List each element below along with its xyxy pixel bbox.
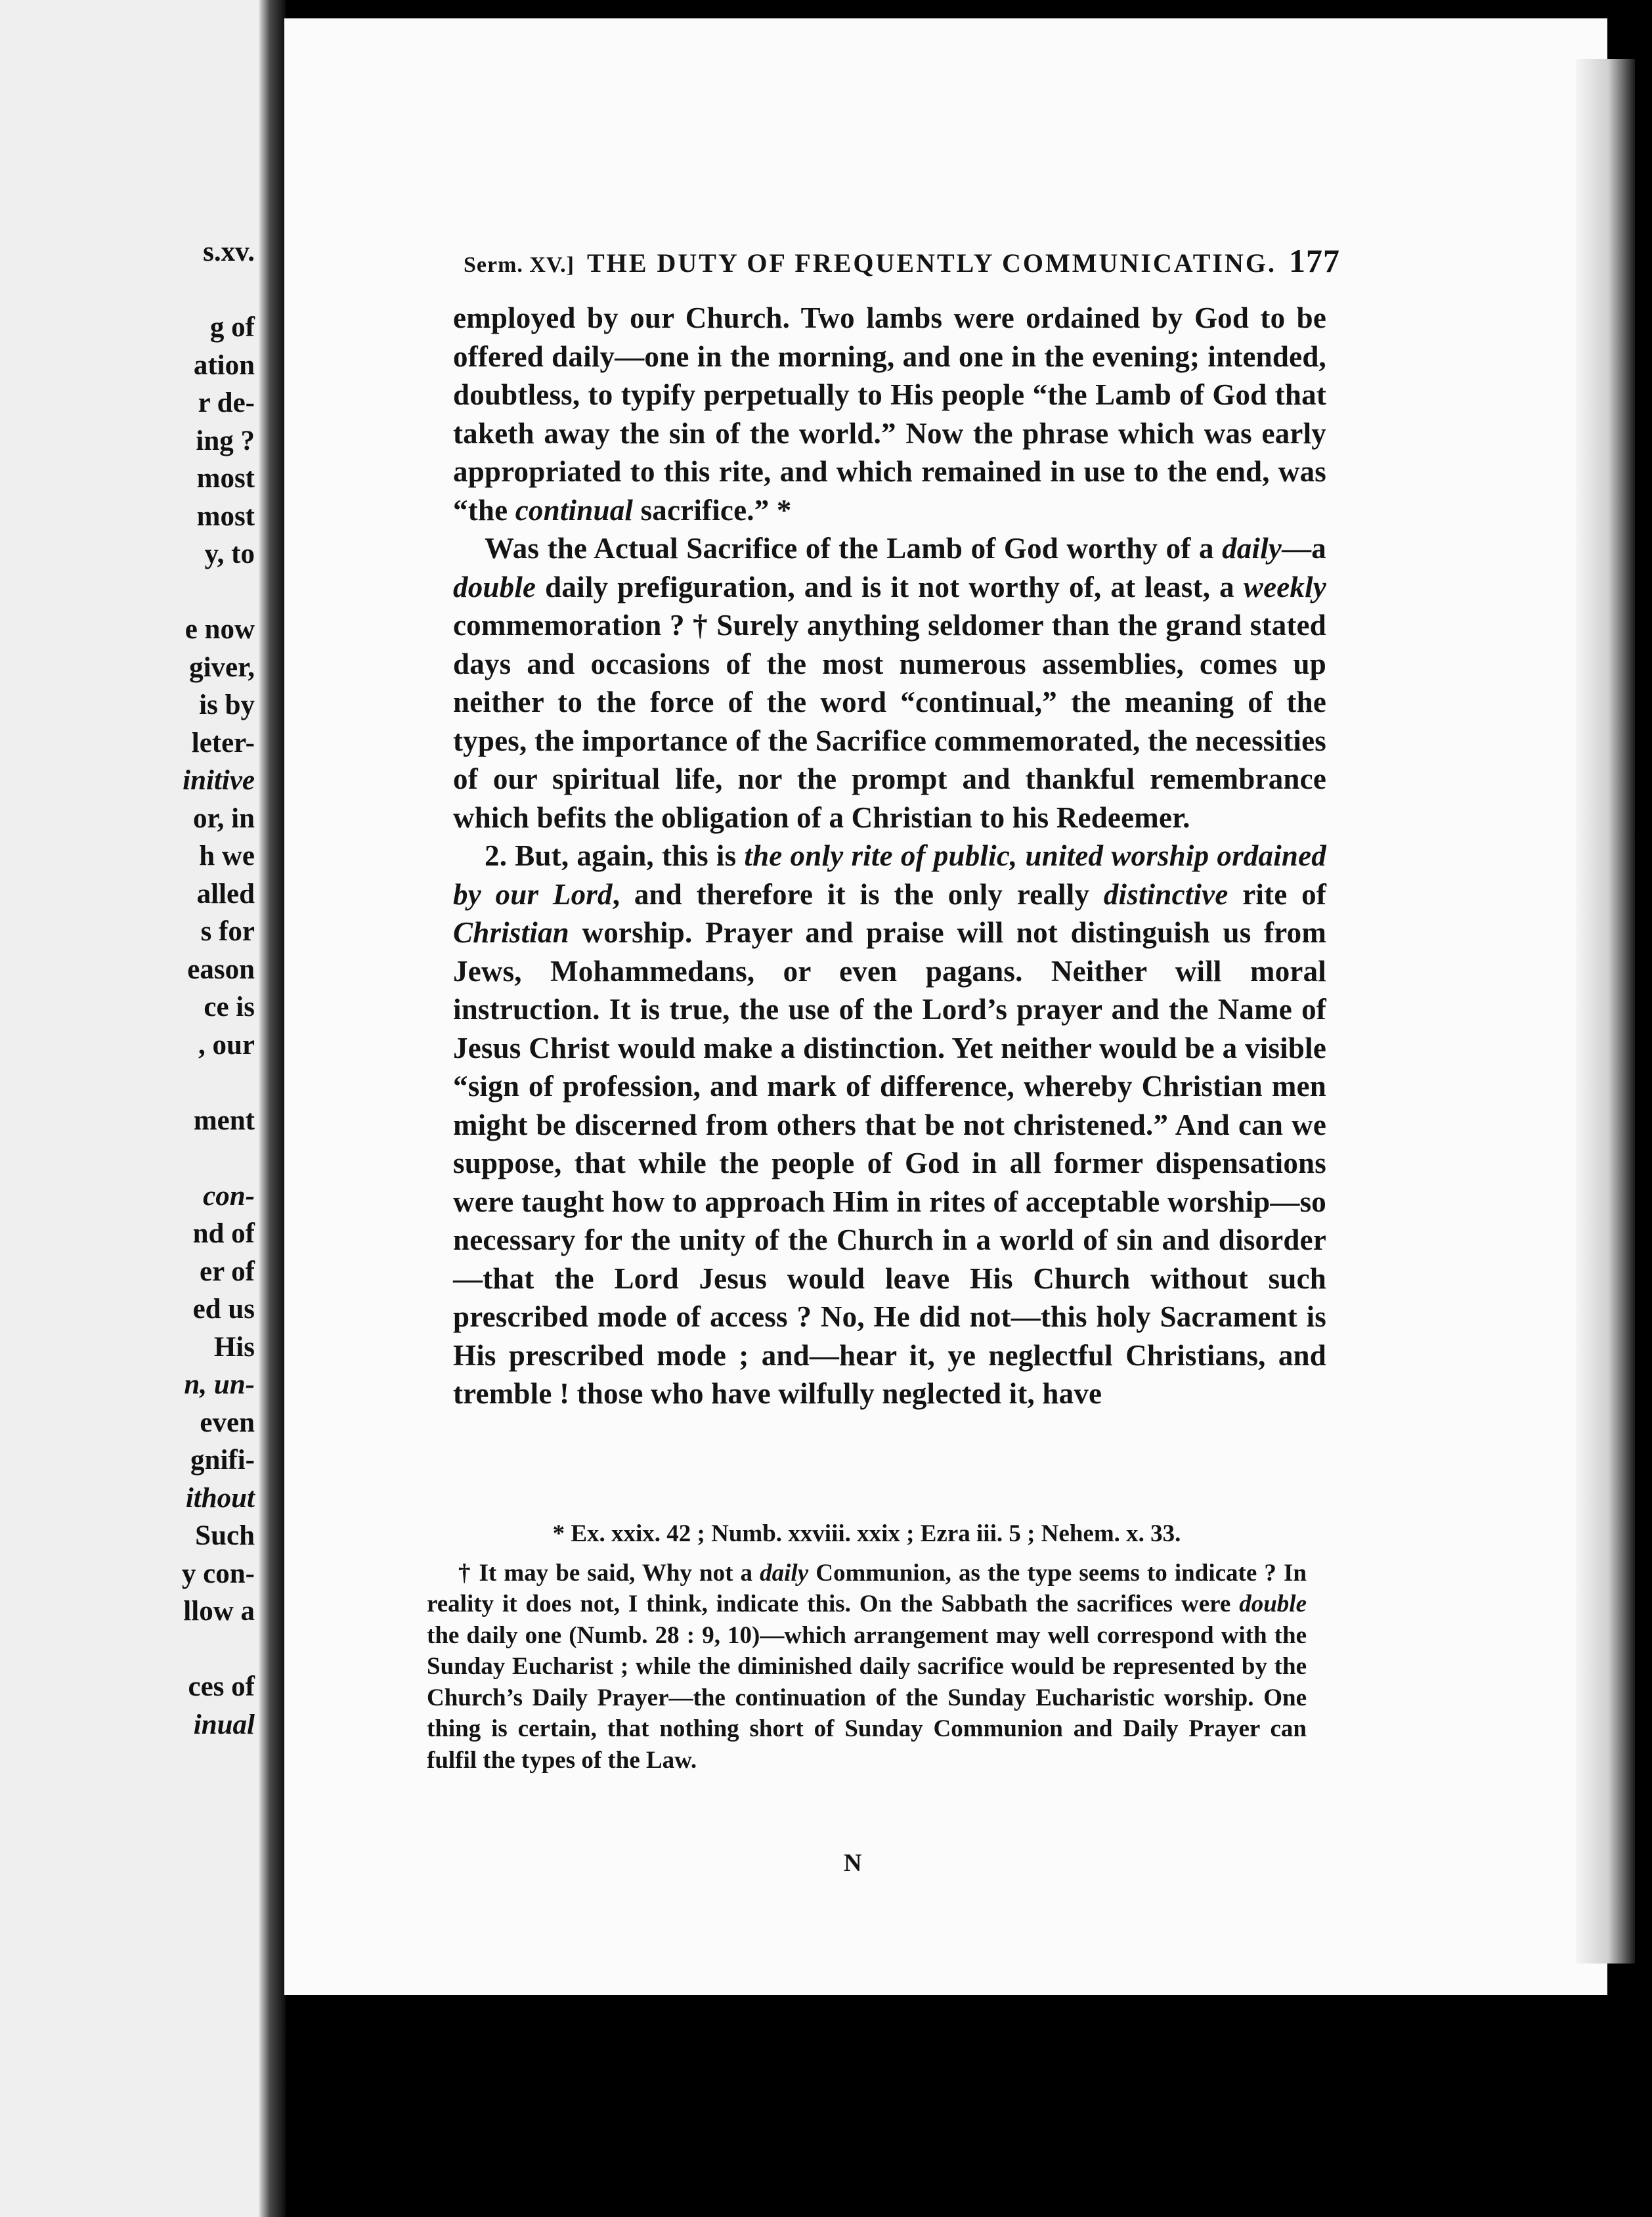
previous-page-line: alled [196, 878, 255, 910]
body-text [453, 299, 1326, 1413]
book-gutter [259, 0, 286, 2217]
previous-page-line: is by [199, 690, 255, 720]
previous-page-line: n, un- [184, 1369, 255, 1400]
running-title: THE DUTY OF FREQUENTLY COMMUNICATING. [587, 248, 1276, 278]
italic-run: daily [760, 1559, 809, 1587]
text-run: employed by our Church. Two lambs were ordained by God to be offered daily—one in the morning, and one in the evening; intended, doubtless, to typify perpetually to His people “the Lamb of God that taketh away the sin of the world.” Now the phrase which was early appropriated to this rite, and which remained in use to the end, was “the [453, 301, 1326, 527]
previous-page-line: s for [200, 916, 255, 947]
previous-page-line [182, 1631, 255, 1669]
text-run: 2. But, again, this is [485, 839, 745, 872]
paragraph-3 [453, 837, 1326, 1413]
previous-page-line: e now [185, 614, 255, 645]
previous-page-line: gnifi- [190, 1445, 255, 1476]
text-run: worship. Prayer and praise will not distinguish us from Jews, Mohammedans, or even pagans. Neither will moral instruction. It is true, the use of the Lord’s prayer and the Name of Jesus Christ would make a distinction. Yet neither would be a visible “sign of profession, and mark of difference, whereby Christian men might be discerned from others that be not christened.” And can we suppose, that while the people of God in all former dispensations were taught how to approach Him in rites of acceptable worship—so necessary for the unity of the Church in a world of sin and disorder—that the Lord Jesus would leave His Church without such prescribed mode of access ? No, He did not—this holy Sacrament is His prescribed mode ; and—hear it, ye neglectful Christians, and tremble ! those who have wilfully neglected it, have [453, 916, 1326, 1410]
previous-page-line: er of [200, 1256, 255, 1287]
italic-run: weekly [1243, 570, 1326, 604]
previous-page-line: ces of [188, 1671, 255, 1702]
text-run: daily prefiguration, and is it not worthy of, at least, a [536, 570, 1244, 604]
paragraph-2 [453, 529, 1326, 837]
text-run: Was the Actual Sacrifice of the Lamb of God worthy of a [485, 532, 1223, 565]
previous-page [0, 0, 263, 2217]
previous-page-line: con- [203, 1180, 255, 1212]
previous-page-line [182, 1064, 255, 1102]
italic-run: double [453, 570, 536, 604]
previous-page-line [182, 271, 255, 309]
previous-page-line: r de- [198, 387, 255, 418]
previous-page-line [182, 1139, 255, 1177]
previous-page-line: y, to [204, 538, 255, 569]
previous-page-line: ing ? [196, 425, 255, 456]
previous-page-line: or, in [193, 802, 255, 834]
previous-page-line: eason [187, 954, 255, 985]
previous-page-line: nd of [192, 1218, 255, 1249]
previous-page-line: leter- [191, 727, 255, 758]
previous-page-line: initive [183, 765, 255, 796]
text-run: —a [1282, 532, 1326, 565]
text-run: the daily one (Numb. 28 : 9, 10)—which arrangement may well correspond with the Sunday Eucharist ; while the diminished daily sacrifice would be represented by the Church’s Daily Prayer—the continuation of the Sunday Eucharistic worship. One thing is certain, that nothing short of Sunday Communion and Daily Prayer can fulfil the types of the Law. [427, 1621, 1307, 1774]
previous-page-line: inual [193, 1709, 255, 1740]
italic-run: continual [515, 493, 634, 527]
text-run: commemoration ? † Surely anything seldomer than the grand stated days and occasions of the most numerous assemblies, comes up neither to the force of the word “continual,” the meaning of the types, the importance of the Sacrifice commemorated, the necessities of our spiritual life, nor the prompt and thankful remembrance which befits the obligation of a Christian to his Redeemer. [453, 609, 1326, 834]
italic-run: distinctive [1103, 877, 1228, 911]
footnote-1: * Ex. xxix. 42 ; Numb. xxviii. xxix ; Ezra iii. 5 ; Nehem. x. 33. [552, 1520, 1181, 1547]
previous-page-line: ce is [204, 992, 255, 1022]
footnotes [427, 1518, 1307, 1776]
paragraph-1 [453, 299, 1326, 529]
previous-page-line: llow a [183, 1596, 255, 1627]
footnote-2 [427, 1558, 1307, 1776]
previous-page-line: ment [193, 1105, 255, 1136]
text-run: , and therefore it is the only really [612, 877, 1104, 911]
previous-page-line: even [200, 1407, 255, 1438]
previous-page-line: y con- [181, 1558, 255, 1589]
signature-mark: N [844, 1849, 862, 1877]
italic-run: Christian [453, 916, 569, 949]
previous-page-line: ation [193, 349, 255, 381]
text-run: sacrifice.” * [633, 493, 792, 527]
italic-run: daily [1222, 532, 1282, 565]
italic-run: the only rite of public, united worship ordained by our Lord [453, 839, 1327, 911]
text-run: Communion, as the type seems to indicate ? In reality it does not, I think, indicate this. On the Sabbath the sacrifices were [427, 1559, 1307, 1617]
previous-page-line: , our [198, 1029, 255, 1061]
previous-page-line: His [213, 1331, 255, 1363]
previous-page-line: ithout [185, 1482, 255, 1514]
running-head [464, 242, 1340, 280]
previous-page-line: s.xv. [203, 236, 255, 267]
previous-page-line: most [196, 500, 255, 532]
section-ref: Serm. XV.] [464, 253, 575, 277]
page-number: 177 [1288, 242, 1340, 279]
previous-page-line: giver, [189, 651, 255, 683]
previous-page-line: Such [195, 1520, 255, 1551]
previous-page-line: most [196, 463, 255, 494]
text-run: † It may be said, Why not a [458, 1559, 760, 1587]
previous-page-line: ed us [192, 1294, 255, 1325]
text-run: rite of [1228, 877, 1326, 911]
italic-run: double [1239, 1591, 1307, 1617]
previous-page-line [182, 573, 255, 611]
previous-page-line: g of [209, 312, 255, 343]
previous-page-text [182, 233, 255, 1744]
page-edge [1576, 59, 1635, 1964]
previous-page-line: h we [199, 841, 255, 871]
